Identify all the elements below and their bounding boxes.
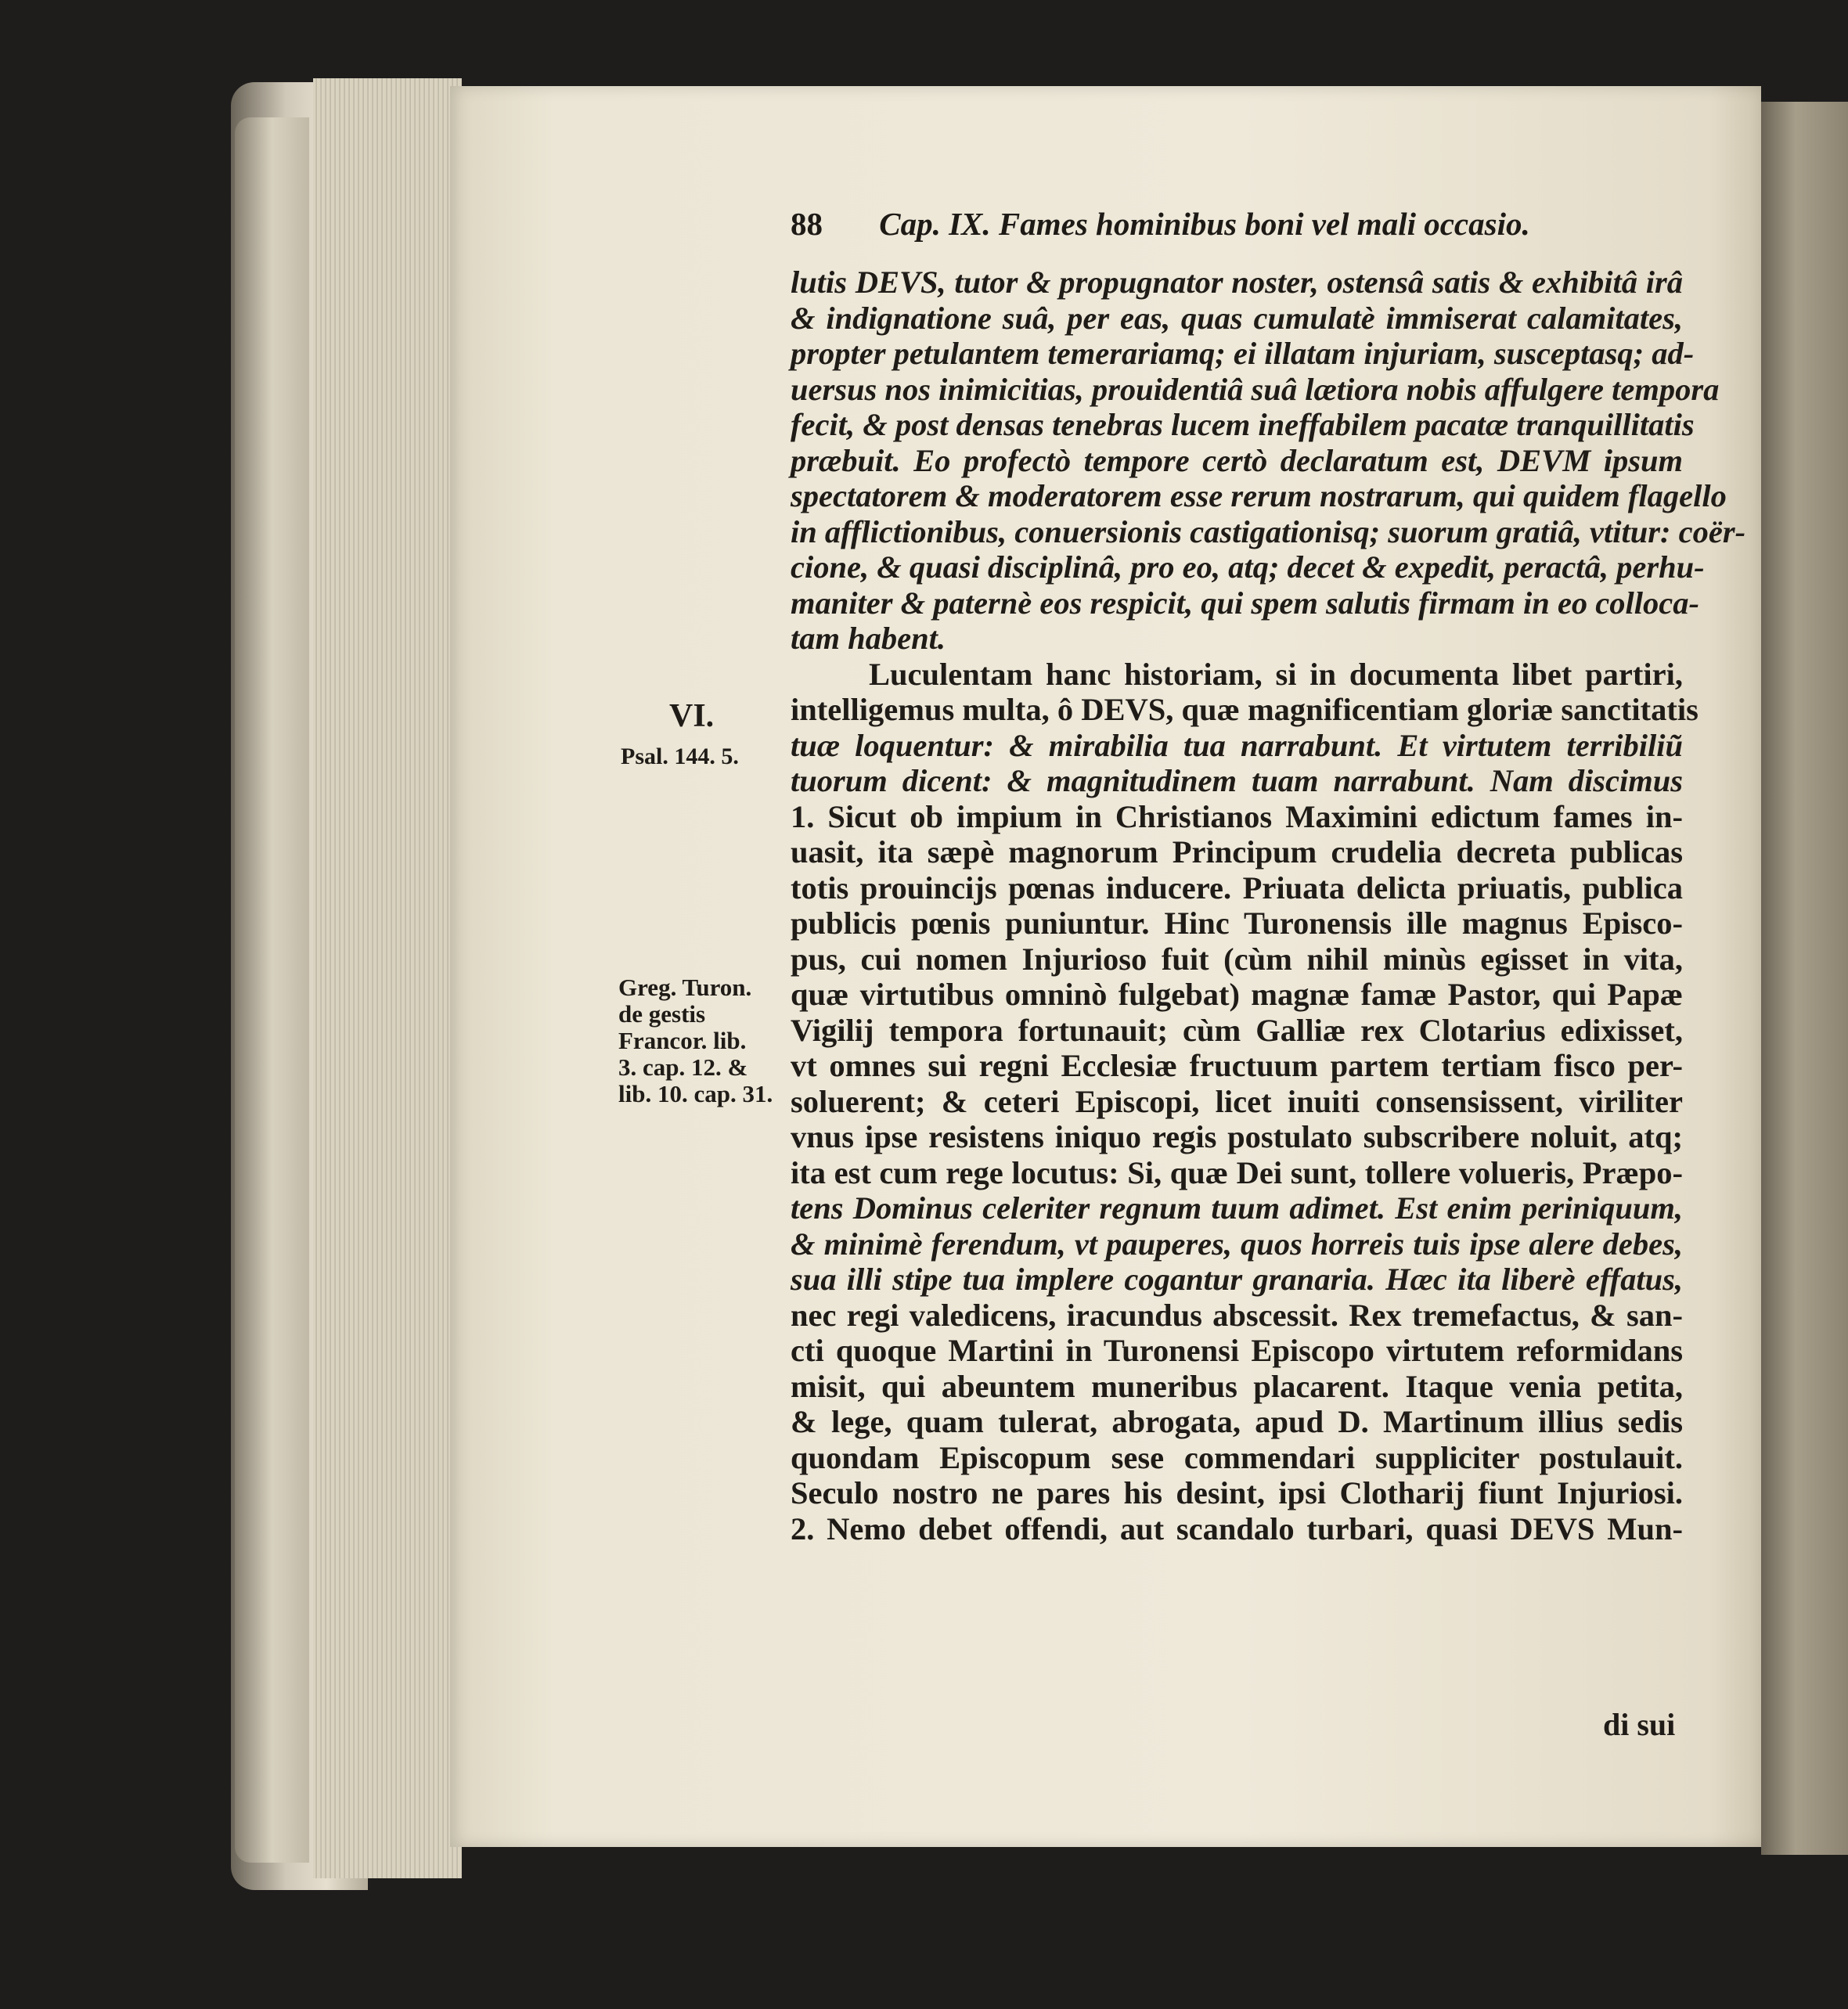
text-line: & minimè ferendum, vt pauperes, quos horreis tuis ipse alere debes, [791,1226,1683,1262]
book-spine [235,117,309,1863]
text-line: quondam Episcopum sese commendari suppliciter postulauit. [791,1439,1683,1475]
running-head: Cap. IX. Fames hominibus boni vel mali occasio. [879,206,1530,242]
psalm-reference: Psal. 144. 5. [621,743,739,769]
margin-note-line: Francor. lib. [618,1027,747,1054]
text-line: 1. Sicut ob impium in Christianos Maximini edictum fames in- [791,798,1683,834]
text-line: pus, cui nomen Injurioso fuit (cùm nihil minùs egisset in vita, [791,941,1683,977]
text-line: tuorum dicent: & magnitudinem tuam narrabunt. Nam discimus [791,763,1683,798]
text-line: 2. Nemo debet offendi, aut scandalo turbari, quasi DEVS Mun- [791,1510,1683,1546]
text-line: tens Dominus celeriter regnum tuum adimet. Est enim periniquum, [791,1190,1683,1226]
margin-note-line: Greg. Turon. [618,974,752,1001]
text-line: uasit, ita sæpè magnorum Principum crudelia decreta publicas [791,834,1683,869]
text-line: in afflictionibus, conuersionis castigationisq; suorum gratiâ, vtitur: coër- [791,513,1746,549]
text-line: vt omnes sui regni Ecclesiæ fructuum partem tertiam fisco per- [791,1048,1683,1083]
text-line: spectatorem & moderatorem esse rerum nostrarum, qui quidem flagello [791,478,1727,513]
text-line: uersus nos inimicitias, prouidentiâ suâ lætiora nobis affulgere tempora [791,371,1720,407]
text-line: cione, & quasi disciplinâ, pro eo, atq; decet & expedit, peractâ, perhu- [791,549,1705,585]
text-line: Vigilij tempora fortunauit; cùm Galliæ rex Clotarius edixisset, [791,1012,1683,1048]
text-line: vnus ipse resistens iniquo regis postulato subscribere noluit, atq; [791,1119,1683,1154]
text-line: maniter & paternè eos respicit, qui spem salutis firmam in eo colloca- [791,585,1699,621]
text-line: intelligemus multa, ô DEVS, quæ magnificentiam gloriæ sanctitatis [791,692,1699,727]
page-number: 88 [791,206,823,242]
text-line: ita est cum rege locutus: Si, quæ Dei sunt, tollere volueris, Præpo- [791,1154,1683,1190]
text-line: soluerent; & ceteri Episcopi, licet inuiti consensissent, viriliter [791,1083,1683,1119]
running-header [791,205,1691,249]
text-line: Seculo nostro ne pares his desint, ipsi Clotharij fiunt Injuriosi. [791,1475,1683,1510]
page-edges [313,78,462,1878]
text-line: præbuit. Eo profectò tempore certò declaratum est, DEVM ipsum [791,442,1683,478]
text-line: fecit, & post densas tenebras lucem ineffabilem pacatæ tranquillitatis [791,407,1695,442]
text-line: & lege, quam tulerat, abrogata, apud D. Martinum illius sedis [791,1404,1683,1439]
text-line: tam habent. [791,621,946,656]
text-line: cti quoque Martini in Turonensi Episcopo virtutem reformidans [791,1333,1683,1368]
text-line: tuæ loquentur: & mirabilia tua narrabunt. Et virtutem terribiliũ [791,727,1683,763]
facing-page-edge [1761,102,1848,1855]
text-line: totis prouincijs pœnas inducere. Priuata delicta priuatis, publica [791,869,1683,905]
body-text [791,265,1746,1546]
section-number: VI. [669,698,715,734]
text-line: propter petulantem temerariamq; ei illatam injuriam, susceptasq; ad- [791,336,1695,371]
text-line: Luculentam hanc historiam, si in documenta libet partiri, [869,656,1683,692]
gregory-reference [618,974,775,1107]
margin-note-line: de gestis [618,1000,706,1028]
catchword: di sui [1603,1707,1676,1742]
text-line: misit, qui abeuntem muneribus placarent. Itaque venia petita, [791,1368,1683,1404]
text-line: & indignatione suâ, per eas, quas cumulatè immiserat calamitates, [791,300,1683,336]
text-line: publicis pœnis puniuntur. Hinc Turonensis ille magnus Episco- [791,905,1683,941]
margin-note-line: lib. 10. cap. 31. [618,1080,773,1107]
text-line: nec regi valedicens, iracundus abscessit. Rex tremefactus, & san- [791,1297,1683,1333]
text-line: sua illi stipe tua implere cogantur granaria. Hæc ita liberè effatus, [791,1262,1683,1297]
text-line: lutis DEVS, tutor & propugnator noster, ostensâ satis & exhibitâ irâ [791,265,1683,300]
margin-note-line: 3. cap. 12. & [618,1053,748,1081]
text-line: quæ virtutibus omninò fulgebat) magnæ famæ Pastor, qui Papæ [791,977,1683,1012]
